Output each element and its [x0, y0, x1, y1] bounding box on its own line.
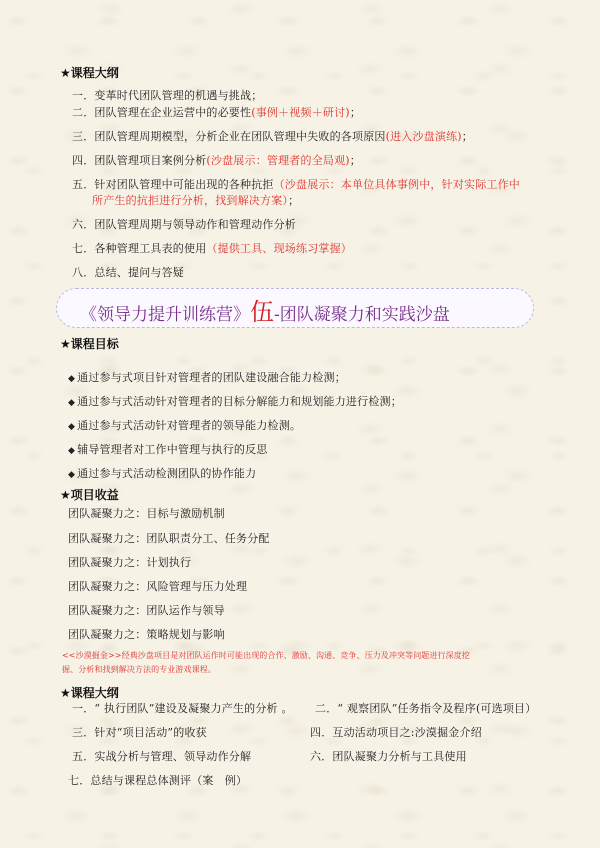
outline2-item: 五．实战分析与管理、领导动作分解 — [72, 750, 252, 763]
outline-item-text: 各种管理工具表的使用 — [94, 242, 207, 255]
objective-text: 通过参与式项目针对管理者的团队建设融合能力检测； — [77, 371, 346, 384]
outline-item-prefix: 五． — [72, 178, 95, 191]
outline-item-note: (沙盘展示：管理者的全局观) — [206, 154, 350, 167]
outline-item-text: 团队管理周期模型，分析企业在团队管理中失败的各项原因 — [94, 130, 386, 143]
outline-item-prefix: 二． — [72, 106, 95, 119]
objective-item — [68, 369, 346, 385]
course-title-name: -团队凝聚力和实践沙盘 — [274, 305, 450, 325]
diamond-bullet-icon: ◆ — [68, 422, 76, 432]
outline-item-prefix: 四． — [72, 154, 95, 167]
outline-item-text: 针对团队管理中可能出现的各种抗拒 — [94, 178, 274, 191]
outline-item-prefix: 七． — [72, 242, 95, 255]
objective-item — [68, 465, 256, 481]
objective-text: 通过参与式活动针对管理者的领导能力检测。 — [77, 419, 302, 432]
outline2-item: 四．互动活动项目之:沙漠掘金介绍 — [310, 726, 482, 739]
objective-text: 辅导管理者对工作中管理与执行的反思 — [77, 443, 268, 456]
objective-text: 通过参与式活动检测团队的协作能力 — [77, 467, 257, 480]
outline-item-tail: ； — [349, 154, 361, 167]
outline-item-3 — [72, 128, 473, 144]
diamond-bullet-icon: ◆ — [68, 470, 76, 480]
outline-item-note: (事例＋视频＋研讨) — [251, 106, 350, 119]
sandbox-note-line: 掘、分析和找到解决方法的专业游戏课程。 — [62, 665, 216, 674]
outline2-item: 一．“ 执行团队”建设及凝聚力产生的分析 。 — [72, 702, 293, 715]
outline-item-text: 总结、提问与答疑 — [94, 266, 185, 279]
outline-item-7 — [72, 240, 352, 256]
benefit-item: 团队凝聚力之：策略规划与影响 — [68, 628, 225, 641]
benefits-heading: ★项目收益 — [60, 488, 119, 502]
outline-item-5 — [72, 176, 520, 192]
outline-item-2 — [72, 104, 361, 120]
benefit-item: 团队凝聚力之：团队运作与领导 — [68, 604, 225, 617]
outline-item-text: 团队管理在企业运营中的必要性 — [94, 106, 252, 119]
outline-heading-2: ★课程大纲 — [60, 686, 119, 700]
outline-item-prefix: 三． — [72, 130, 95, 143]
benefit-item: 团队凝聚力之：目标与激励机制 — [68, 507, 225, 520]
diamond-bullet-icon: ◆ — [68, 398, 76, 408]
benefit-item: 团队凝聚力之：计划执行 — [68, 556, 192, 569]
outline2-item: 六．团队凝聚力分析与工具使用 — [310, 750, 467, 763]
diamond-bullet-icon: ◆ — [68, 446, 76, 456]
outline2-item: 七．总结与课程总体测评（案 例） — [68, 774, 248, 787]
outline-item-5-continued — [92, 192, 299, 208]
outline-item-tail: ； — [349, 106, 362, 119]
outline2-item: 二．“ 观察团队”任务指令及程序(可选项目） — [315, 702, 537, 715]
objective-item — [68, 417, 301, 433]
outline-item-prefix: 六． — [72, 218, 95, 231]
outline-item-4 — [72, 152, 361, 168]
outline-item-tail: ； — [288, 194, 300, 207]
outline-item-tail: ； — [461, 130, 473, 143]
outline-item-text: 团队管理周期与领导动作和管理动作分析 — [94, 218, 297, 231]
outline-item-note: (进入沙盘演练) — [385, 130, 462, 143]
objective-item — [68, 393, 402, 409]
outline-item-note: （沙盘展示：本单位具体事例中，针对实际工作中 — [273, 178, 521, 191]
outline-item-8 — [72, 264, 184, 280]
course-title-series: 《领导力提升训练营》 — [80, 305, 250, 325]
objective-item — [68, 441, 268, 457]
course-title-number: 伍 — [250, 298, 274, 326]
outline2-item: 三．针对“项目活动”的收获 — [72, 726, 207, 739]
benefit-item: 团队凝聚力之：团队职责分工、任务分配 — [68, 532, 270, 545]
outline-item-prefix: 一． — [72, 89, 95, 102]
outline-item-text: 变革时代团队管理的机遇与挑战； — [94, 89, 263, 102]
outline-item-6 — [72, 216, 296, 232]
outline-heading: ★课程大纲 — [60, 66, 119, 80]
outline-item-1 — [72, 87, 262, 103]
outline-item-note: （提供工具、现场练习掌握） — [206, 242, 353, 255]
diamond-bullet-icon: ◆ — [68, 374, 76, 384]
course-title — [80, 292, 450, 327]
outline-item-prefix: 八． — [72, 266, 95, 279]
outline-item-text: 团队管理项目案例分析 — [94, 154, 207, 167]
objective-text: 通过参与式活动针对管理者的目标分解能力和规划能力进行检测； — [77, 395, 402, 408]
outline-item-note: 所产生的抗拒进行分析，找到解决方案） — [92, 194, 289, 207]
objectives-heading: ★课程目标 — [60, 337, 119, 351]
sandbox-note-line: <<沙漠掘金>>经典沙盘项目是对团队运作时可能出现的合作、激励、沟通、竞争、压力及冲突等问题进行深度挖 — [62, 651, 470, 660]
benefit-item: 团队凝聚力之：风险管理与压力处理 — [68, 580, 248, 593]
